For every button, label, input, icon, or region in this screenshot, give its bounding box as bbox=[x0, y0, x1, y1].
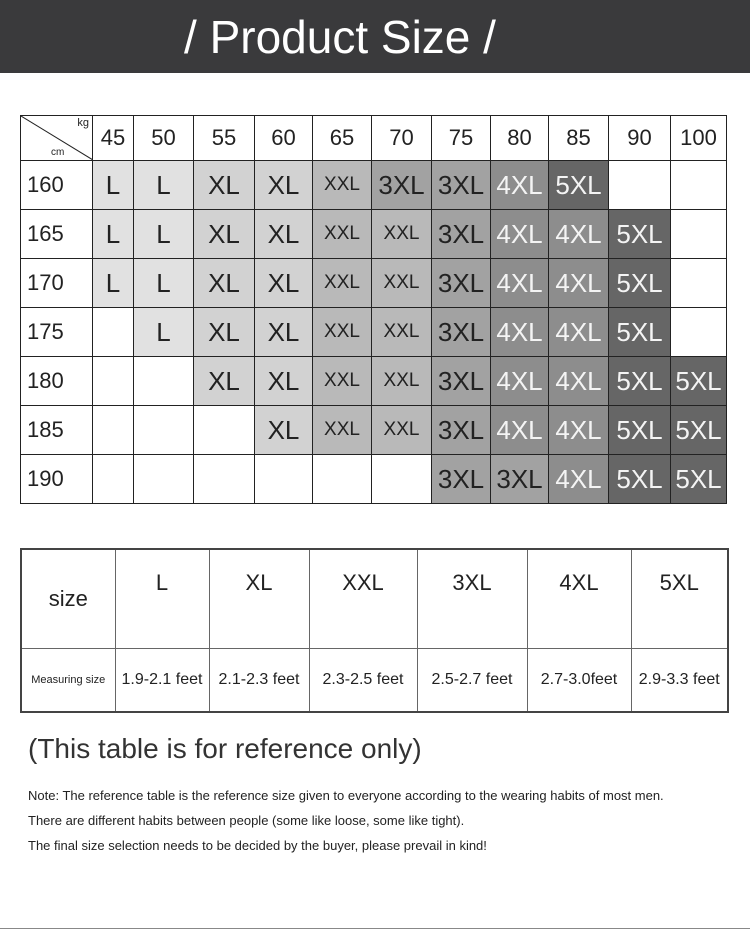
size-cell: 5XL bbox=[671, 357, 727, 406]
size-cell bbox=[609, 161, 671, 210]
size-cell bbox=[313, 455, 372, 504]
size-cell: L bbox=[93, 259, 134, 308]
measuring-size-value: 2.7-3.0feet bbox=[527, 649, 631, 713]
height-header: 185 bbox=[21, 406, 93, 455]
size-cell: 3XL bbox=[432, 259, 491, 308]
size-chart-row bbox=[21, 357, 727, 406]
size-cell bbox=[671, 210, 727, 259]
size-cell: 5XL bbox=[609, 308, 671, 357]
weight-header: 60 bbox=[255, 116, 313, 161]
height-header: 165 bbox=[21, 210, 93, 259]
size-chart-row bbox=[21, 455, 727, 504]
size-cell: 5XL bbox=[609, 406, 671, 455]
corner-cell bbox=[21, 116, 93, 161]
weight-header: 45 bbox=[93, 116, 134, 161]
size-column-header: XL bbox=[209, 549, 309, 649]
size-cell: L bbox=[134, 308, 194, 357]
size-cell: XXL bbox=[313, 161, 372, 210]
weight-header: 65 bbox=[313, 116, 372, 161]
size-cell: 3XL bbox=[432, 357, 491, 406]
size-cell: XXL bbox=[313, 308, 372, 357]
size-cell: 3XL bbox=[491, 455, 549, 504]
size-cell: 3XL bbox=[372, 161, 432, 210]
size-chart-table bbox=[20, 115, 727, 504]
size-column-header: L bbox=[115, 549, 209, 649]
size-cell: 3XL bbox=[432, 406, 491, 455]
size-chart-row bbox=[21, 161, 727, 210]
size-cell: XL bbox=[194, 357, 255, 406]
size-cell: XL bbox=[194, 161, 255, 210]
weight-header: 50 bbox=[134, 116, 194, 161]
size-cell bbox=[671, 161, 727, 210]
measuring-size-value: 2.9-3.3 feet bbox=[631, 649, 728, 713]
size-cell bbox=[134, 357, 194, 406]
size-column-header: 5XL bbox=[631, 549, 728, 649]
size-cell bbox=[372, 455, 432, 504]
height-header: 170 bbox=[21, 259, 93, 308]
size-cell: L bbox=[134, 161, 194, 210]
size-cell: XXL bbox=[372, 357, 432, 406]
size-chart-row bbox=[21, 210, 727, 259]
size-cell: 3XL bbox=[432, 161, 491, 210]
size-cell: XXL bbox=[313, 406, 372, 455]
size-cell bbox=[194, 406, 255, 455]
note-line-1: Note: The reference table is the reference size given to everyone according to the wearing habits of most men. bbox=[28, 788, 664, 803]
size-cell bbox=[255, 455, 313, 504]
size-cell: 3XL bbox=[432, 308, 491, 357]
size-cell: L bbox=[93, 210, 134, 259]
measuring-size-table bbox=[20, 548, 729, 713]
size-cell: 4XL bbox=[491, 308, 549, 357]
size-chart-row bbox=[21, 259, 727, 308]
size-cell: XXL bbox=[372, 308, 432, 357]
size-cell: XXL bbox=[313, 210, 372, 259]
measuring-size-value: 2.3-2.5 feet bbox=[309, 649, 417, 713]
size-cell: XL bbox=[194, 259, 255, 308]
size-cell: 5XL bbox=[609, 357, 671, 406]
size-cell: 5XL bbox=[609, 259, 671, 308]
weight-header: 55 bbox=[194, 116, 255, 161]
size-cell bbox=[134, 455, 194, 504]
size-cell bbox=[671, 308, 727, 357]
header-banner bbox=[0, 0, 750, 73]
size-cell: 4XL bbox=[549, 210, 609, 259]
size-cell: 5XL bbox=[609, 210, 671, 259]
size-cell: 4XL bbox=[549, 357, 609, 406]
size-cell: 4XL bbox=[491, 259, 549, 308]
size-cell bbox=[93, 455, 134, 504]
size-cell: 4XL bbox=[491, 406, 549, 455]
size-cell bbox=[93, 406, 134, 455]
size-cell bbox=[671, 259, 727, 308]
size-column-header: XXL bbox=[309, 549, 417, 649]
height-header: 160 bbox=[21, 161, 93, 210]
size-chart-row bbox=[21, 308, 727, 357]
weight-header: 80 bbox=[491, 116, 549, 161]
size-cell: XL bbox=[255, 308, 313, 357]
size-cell: 4XL bbox=[491, 161, 549, 210]
size-cell: 5XL bbox=[609, 455, 671, 504]
size-cell: 4XL bbox=[549, 455, 609, 504]
measuring-size-value: 1.9-2.1 feet bbox=[115, 649, 209, 713]
size-cell: XL bbox=[255, 210, 313, 259]
size-cell: XL bbox=[255, 161, 313, 210]
weight-header: 75 bbox=[432, 116, 491, 161]
height-header: 180 bbox=[21, 357, 93, 406]
weight-header: 70 bbox=[372, 116, 432, 161]
size-cell: XL bbox=[255, 406, 313, 455]
size-cell: 4XL bbox=[491, 210, 549, 259]
size-cell: XL bbox=[194, 210, 255, 259]
size-cell: 4XL bbox=[549, 259, 609, 308]
size-cell: XXL bbox=[372, 259, 432, 308]
weight-header: 85 bbox=[549, 116, 609, 161]
measuring-size-value: 2.1-2.3 feet bbox=[209, 649, 309, 713]
size-cell: L bbox=[93, 161, 134, 210]
size-cell: 3XL bbox=[432, 455, 491, 504]
height-header: 175 bbox=[21, 308, 93, 357]
note-line-2: There are different habits between people (some like loose, some like tight). bbox=[28, 813, 465, 828]
size-column-header: 3XL bbox=[417, 549, 527, 649]
size-cell: 4XL bbox=[491, 357, 549, 406]
size-cell: XXL bbox=[313, 259, 372, 308]
size-cell: 4XL bbox=[549, 406, 609, 455]
measuring-size-label: Measuring size bbox=[21, 649, 115, 713]
size-cell: XXL bbox=[372, 406, 432, 455]
size-cell: L bbox=[134, 259, 194, 308]
size-cell: XL bbox=[255, 259, 313, 308]
weight-unit-label: kg bbox=[77, 117, 89, 129]
size-cell: 4XL bbox=[549, 308, 609, 357]
height-unit-label: cm bbox=[51, 147, 65, 158]
weight-header: 90 bbox=[609, 116, 671, 161]
size-cell bbox=[194, 455, 255, 504]
size-cell: XL bbox=[194, 308, 255, 357]
size-cell: 5XL bbox=[671, 406, 727, 455]
weight-header: 100 bbox=[671, 116, 727, 161]
size-cell bbox=[134, 406, 194, 455]
size-cell bbox=[93, 308, 134, 357]
reference-note-title: (This table is for reference only) bbox=[28, 733, 422, 764]
note-line-3: The final size selection needs to be decided by the buyer, please prevail in kind! bbox=[28, 838, 487, 853]
size-cell bbox=[93, 357, 134, 406]
page-title: / Product Size / bbox=[184, 11, 496, 63]
size-cell: XXL bbox=[313, 357, 372, 406]
height-header: 190 bbox=[21, 455, 93, 504]
size-label: size bbox=[21, 549, 115, 649]
size-cell: XL bbox=[255, 357, 313, 406]
size-cell: 5XL bbox=[671, 455, 727, 504]
bottom-divider bbox=[0, 928, 750, 929]
size-cell: XXL bbox=[372, 210, 432, 259]
measuring-size-value: 2.5-2.7 feet bbox=[417, 649, 527, 713]
size-cell: 3XL bbox=[432, 210, 491, 259]
size-chart-row bbox=[21, 406, 727, 455]
size-column-header: 4XL bbox=[527, 549, 631, 649]
size-cell: L bbox=[134, 210, 194, 259]
size-cell: 5XL bbox=[549, 161, 609, 210]
